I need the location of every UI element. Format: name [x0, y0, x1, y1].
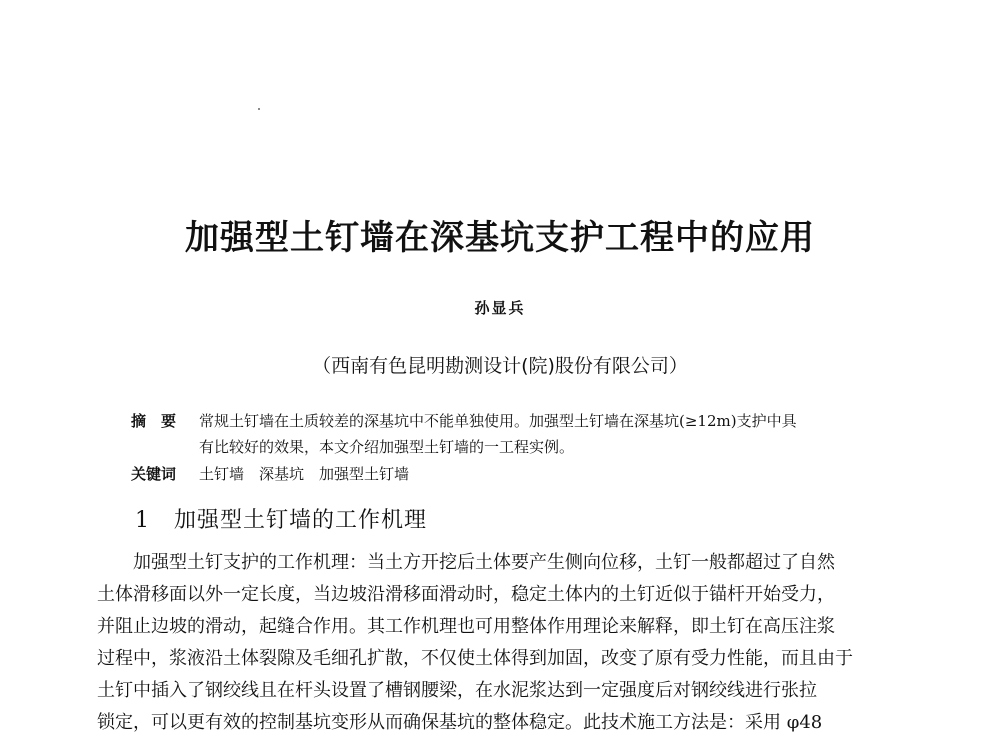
- body-line: 过程中，浆液沿土体裂隙及毛细孔扩散，不仅使土体得到加固，改变了原有受力性能，而且由于: [97, 648, 853, 669]
- body-line: 加强型土钉支护的工作机理：当土方开挖后土体要产生侧向位移，土钉一般都超过了自然: [133, 552, 835, 573]
- section-number: 1: [135, 508, 150, 533]
- section-heading: [135, 506, 427, 536]
- section-title: 加强型土钉墙的工作机理: [173, 508, 427, 533]
- abstract-line: 有比较好的效果，本文介绍加强型土钉墙的一工程实例。: [199, 438, 575, 456]
- abstract-line: 常规土钉墙在土质较差的深基坑中不能单独使用。加强型土钉墙在深基坑(≥12m)支护中具: [199, 412, 797, 430]
- abstract-label: 摘 要: [131, 412, 177, 430]
- author-affiliation: （西南有色昆明勘测设计(院)股份有限公司）: [312, 355, 688, 377]
- keywords-text: 土钉墙 深基坑 加强型土钉墙: [199, 465, 410, 483]
- body-line: 土体滑移面以外一定长度，当边坡沿滑移面滑动时，稳定土体内的土钉近似于锚杆开始受力，: [97, 584, 835, 605]
- body-line: 土钉中插入了钢绞线且在杆头设置了槽钢腰梁，在水泥浆达到一定强度后对钢绞线进行张拉: [97, 680, 817, 701]
- page-mark: [258, 108, 260, 110]
- keywords-label: 关键词: [131, 465, 177, 483]
- body-line: 锁定，可以更有效的控制基坑变形从而确保基坑的整体稳定。此技术施工方法是：采用 φ48: [97, 712, 823, 733]
- paper-title: 加强型土钉墙在深基坑支护工程中的应用: [185, 218, 815, 258]
- body-line: 并阻止边坡的滑动，起缝合作用。其工作机理也可用整体作用理论来解释，即土钉在高压注浆: [97, 616, 835, 637]
- author-name: 孙显兵: [474, 299, 526, 317]
